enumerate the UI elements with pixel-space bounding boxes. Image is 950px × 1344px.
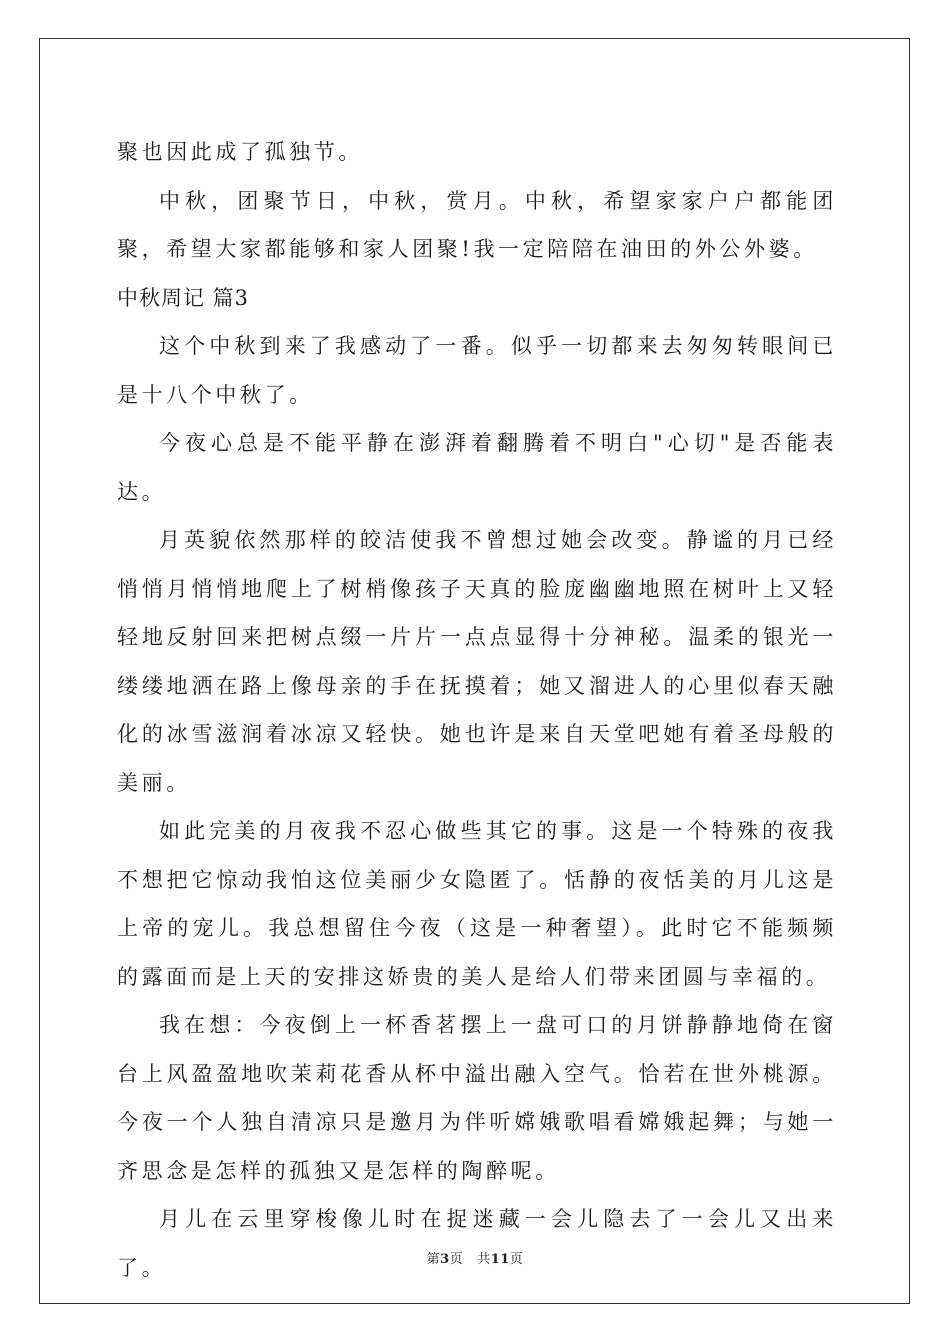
- paragraph: 我在想：今夜倒上一杯香茗摆上一盘可口的月饼静静地倚在窗台上风盈盈地吹茉莉花香从杯中溢出融入空气。恰若在世外桃源。今夜一个人独自清凉只是邀月为伴听嫦娥歌唱看嫦娥起舞；与她一齐思念是怎样的孤独又是怎样的陶醉呢。: [117, 1013, 837, 1183]
- page-prefix: 第: [426, 1252, 441, 1267]
- paragraph: 中秋，团聚节日，中秋，赏月。中秋，希望家家户户都能团聚，希望大家都能够和家人团聚!我一定陪陪在油田的外公外婆。: [117, 188, 837, 261]
- total-pages: 11: [490, 1252, 510, 1267]
- paragraph: 聚也因此成了孤独节。: [117, 140, 363, 164]
- paragraph: 如此完美的月夜我不忍心做些其它的事。这是一个特殊的夜我不想把它惊动我怕这位美丽少女隐匿了。恬静的夜恬美的月儿这是上帝的宠儿。我总想留住今夜（这是一种奢望）。此时它不能频频的露面而是上天的安排这娇贵的美人是给人们带来团圆与幸福的。: [117, 819, 837, 989]
- paragraph: 这个中秋到来了我感动了一番。似乎一切都来去匆匆转眼间已是十八个中秋了。: [117, 334, 837, 407]
- total-suffix: 页: [509, 1252, 524, 1267]
- section-heading: 中秋周记 篇3: [117, 285, 250, 310]
- paragraph: 月英貌依然那样的皎洁使我不曾想过她会改变。静谧的月已经悄悄月悄悄地爬上了树梢像孩子天真的脸庞幽幽地照在树叶上又轻轻地反射回来把树点缀一片片一点点显得十分神秘。温柔的银光一缕缕地洒在路上像母亲的手在抚摸着；她又溜进人的心里似春天融化的冰雪滋润着冰凉又轻快。她也许是来自天堂吧她有着圣母般的美丽。: [117, 528, 837, 795]
- page-number: 3: [440, 1252, 450, 1267]
- page-suffix: 页: [449, 1252, 464, 1267]
- document-body: [117, 128, 837, 1292]
- total-prefix: 共: [477, 1252, 491, 1267]
- page-footer: [0, 1248, 950, 1267]
- paragraph: 今夜心总是不能平静在澎湃着翻腾着不明白"心切"是否能表达。: [117, 431, 837, 504]
- paragraph: 月儿在云里穿梭像儿时在捉迷藏一会儿隐去了一会儿又出来了。: [117, 1207, 837, 1280]
